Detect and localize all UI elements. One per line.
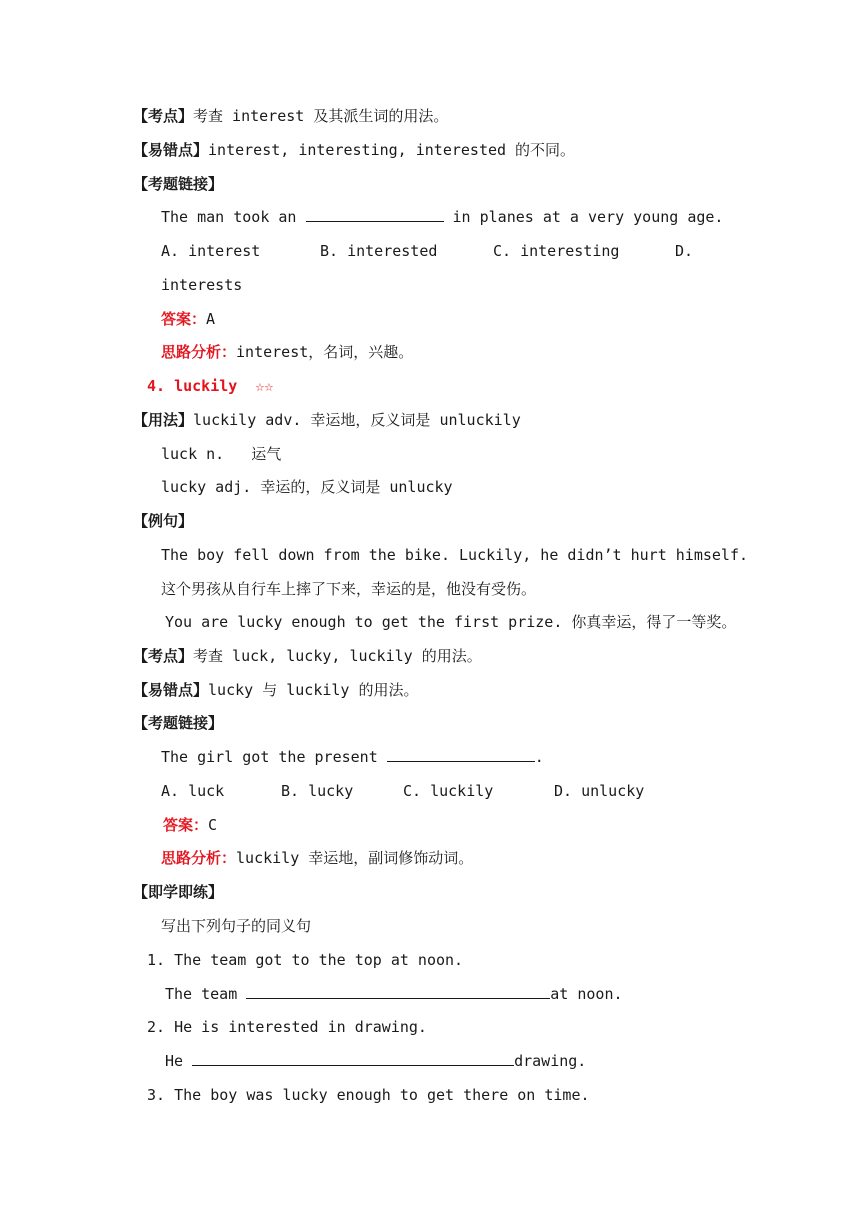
usage-line (133, 410, 521, 430)
practice-q2: 2. He is interested in drawing. (147, 1018, 427, 1036)
option-c: C. interesting (493, 242, 620, 260)
link-tag-1: 【考题链接】 (133, 175, 224, 193)
practice-tag: 【即学即练】 (133, 883, 224, 901)
yicuo-text: interest, interesting, interested 的不同。 (208, 141, 576, 159)
example-1-cn: 这个男孩从自行车上摔了下来，幸运的是，他没有受伤。 (161, 580, 537, 598)
answer-blank (387, 747, 535, 762)
answer-line-2 (163, 815, 217, 835)
question-2 (161, 747, 544, 767)
question-text-end: in planes at a very young age. (443, 208, 724, 226)
question-text: The girl got the present (161, 748, 387, 766)
yicuo-line-2 (133, 680, 418, 700)
rewrite-start: He (165, 1052, 193, 1070)
practice-instruction: 写出下列句子的同义句 (161, 917, 312, 935)
question-text-end: . (534, 748, 544, 766)
answer-value: C (208, 816, 218, 834)
analysis-line-2 (161, 848, 473, 868)
option-d: D. unlucky (554, 782, 645, 800)
analysis-text: luckily 幸运地，副词修饰动词。 (236, 849, 474, 867)
analysis-text: interest，名词，兴趣。 (236, 343, 414, 361)
option-b: B. lucky (281, 782, 354, 800)
link-tag-2: 【考题链接】 (133, 714, 224, 732)
rewrite-blank (246, 984, 550, 999)
practice-q1: 1. The team got to the top at noon. (147, 951, 464, 969)
section-heading: 4. luckily ☆☆ (147, 377, 274, 395)
analysis-line-1 (161, 342, 413, 362)
yicuo-tag: 【易错点】 (133, 141, 209, 159)
example-tag: 【例句】 (133, 512, 194, 530)
question-1 (161, 207, 723, 227)
answer-label: 答案： (161, 310, 207, 328)
yicuo-text: lucky 与 luckily 的用法。 (208, 681, 419, 699)
option-a: A. interest (161, 242, 261, 260)
example-1: The boy fell down from the bike. Luckily, he didn’t hurt himself. (161, 546, 748, 564)
option-a: A. luck (161, 782, 225, 800)
question-text: The man took an (161, 208, 306, 226)
rewrite-end: at noon. (550, 985, 623, 1003)
yicuo-tag: 【易错点】 (133, 681, 209, 699)
answer-value: A (206, 310, 216, 328)
kaodian-tag: 【考点】 (133, 647, 194, 665)
usage-luck: luck n. 运气 (161, 445, 282, 463)
practice-q2-answer (165, 1051, 586, 1071)
kaodian-tag: 【考点】 (133, 107, 194, 125)
usage-text: luckily adv. 幸运地，反义词是 unluckily (193, 411, 521, 429)
kaodian-line-1 (133, 106, 448, 126)
answer-blank (306, 207, 444, 222)
analysis-label: 思路分析： (161, 343, 237, 361)
yicuo-line-1 (133, 140, 575, 160)
practice-q3: 3. The boy was lucky enough to get there on time. (147, 1086, 590, 1104)
rewrite-blank (192, 1051, 514, 1066)
answer-line-1 (161, 309, 215, 329)
kaodian-line-2 (133, 646, 482, 666)
option-b: B. interested (320, 242, 438, 260)
usage-tag: 【用法】 (133, 411, 194, 429)
rewrite-start: The team (165, 985, 247, 1003)
option-d: D. (675, 242, 694, 260)
practice-q1-answer (165, 984, 623, 1004)
kaodian-text: 考查 interest 及其派生词的用法。 (193, 107, 449, 125)
kaodian-text: 考查 luck, lucky, luckily 的用法。 (193, 647, 482, 665)
answer-label: 答案： (163, 816, 209, 834)
analysis-label: 思路分析： (161, 849, 237, 867)
usage-lucky: lucky adj. 幸运的，反义词是 unlucky (161, 478, 453, 496)
option-c: C. luckily (403, 782, 494, 800)
rewrite-end: drawing. (514, 1052, 587, 1070)
option-d-cont: interests (161, 276, 243, 294)
example-2: You are lucky enough to get the first prize. 你真幸运，得了一等奖。 (165, 613, 737, 631)
